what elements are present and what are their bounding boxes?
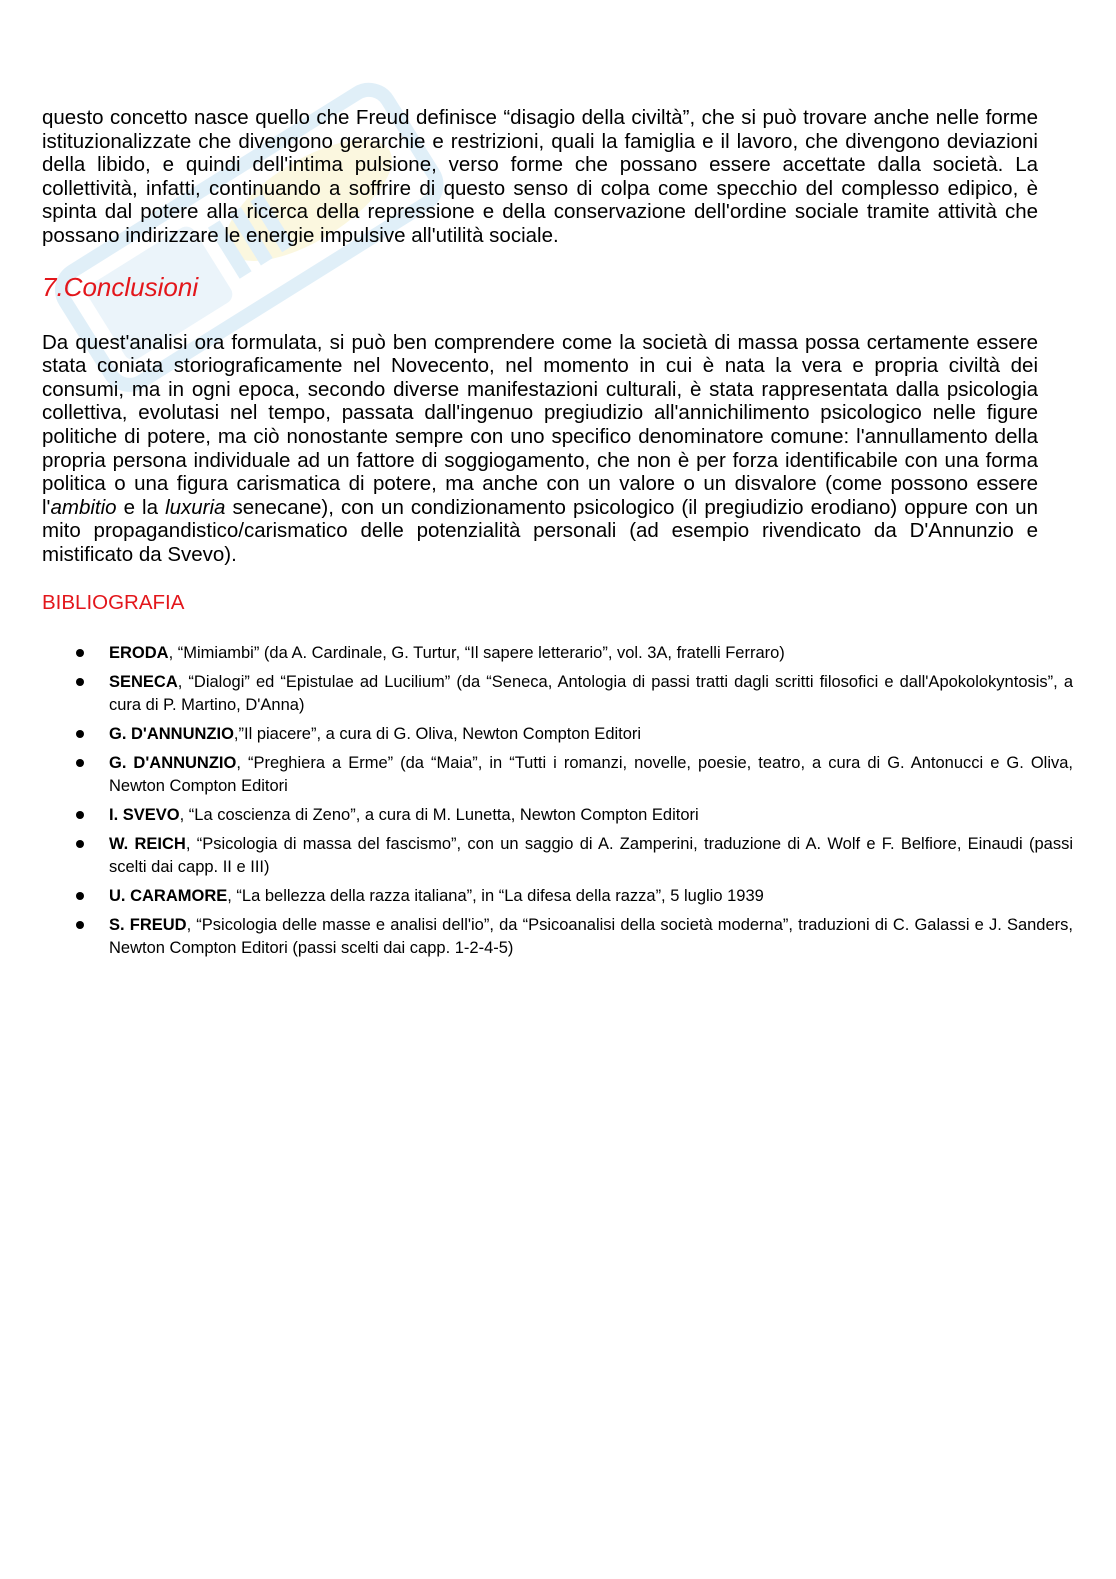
bibliography-heading: BIBLIOGRAFIA [42, 590, 185, 614]
bibliography-author: I. SVEVO [109, 806, 180, 825]
bibliography-item [109, 804, 1073, 827]
bibliography-item [109, 671, 1073, 717]
bullet-icon [76, 678, 84, 686]
bullet-icon [76, 730, 84, 738]
bibliography-item [109, 752, 1073, 798]
conclusion-italic-ambitio: ambitio [50, 495, 117, 519]
bibliography-item [109, 914, 1073, 960]
bullet-icon [76, 840, 84, 848]
bibliography-details: , “Dialogi” ed “Epistulae ad Lucilium” (da “Seneca, Antologia di passi tratti dagli scritti filosofici e dall'Apokolokyntosis”, a cura di P. Martino, D'Anna) [109, 673, 1073, 715]
conclusion-text-part-1: Da quest'analisi ora formulata, si può ben comprendere come la società di massa possa certamente essere stata coniata storiograficamente nel Novecento, nel momento in cui è nata la vera e propria civiltà dei consumi, ma in ogni epoca, secondo diverse manifestazioni culturali, è stata rappresentata dalla psicologia collettiva, evolutasi nel tempo, passata dall'ingenuo pregiudizio all'annichilimento psicologico nelle figure politiche di potere, ma ciò nonostante sempre con uno specifico denominatore comune: l'annullamento della propria persona individuale ad un fattore di soggiogamento, che non è per forza identificabile con una forma politica o una figura carismatica di potere, ma anche con un valore o un disvalore (come possono essere l' [42, 330, 1038, 519]
bibliography-details: , “La bellezza della razza italiana”, in “La difesa della razza”, 5 luglio 1939 [227, 887, 764, 906]
bibliography-author: S. FREUD [109, 916, 187, 935]
bullet-icon [76, 892, 84, 900]
bibliography-author: G. D'ANNUNZIO [109, 754, 237, 773]
bibliography-item [109, 723, 1073, 746]
bibliography-details: , “Mimiambi” (da A. Cardinale, G. Turtur, “Il sapere letterario”, vol. 3A, fratelli Ferraro) [168, 644, 785, 663]
bibliography-author: W. REICH [109, 835, 186, 854]
conclusion-italic-luxuria: luxuria [165, 495, 226, 519]
bibliography-details: , “Psicologia di massa del fascismo”, con un saggio di A. Zamperini, traduzione di A. Wolf e F. Belfiore, Einaudi (passi scelti dai capp. II e III) [109, 835, 1073, 877]
bullet-icon [76, 759, 84, 767]
bibliography-details: , “Psicologia delle masse e analisi dell'io”, da “Psicoanalisi della società moderna”, traduzioni di C. Galassi e J. Sanders, Newton Compton Editori (passi scelti dai capp. 1-2-4-5) [109, 916, 1073, 958]
conclusion-heading: 7.Conclusioni [42, 271, 199, 302]
bibliography-details: , “Preghiera a Erme” (da “Maia”, in “Tutti i romanzi, novelle, poesie, teatro, a cura di G. Antonucci e G. Oliva, Newton Compton Editori [109, 754, 1074, 796]
bibliography-author: G. D'ANNUNZIO [109, 725, 234, 744]
bibliography-item [109, 642, 1073, 665]
bibliography-author: ERODA [109, 644, 169, 663]
bullet-icon [76, 921, 84, 929]
bibliography-list [109, 642, 1073, 960]
intro-paragraph: questo concetto nasce quello che Freud definisce “disagio della civiltà”, che si può trovare anche nelle forme istituzionalizzate che divengono gerarchie e restrizioni, quali la famiglia e il lavoro, che divengono deviazioni della libido, e quindi dell'intima pulsione, verso forme che possano essere accettate dalla società. La collettività, infatti, continuando a soffrire di questo senso di colpa come specchio del complesso edipico, è spinta dal potere alla ricerca della repressione e della conservazione dell'ordine sociale tramite attività che possano indirizzare le energie impulsive all'utilità sociale. [42, 106, 1038, 247]
bullet-icon [76, 649, 84, 657]
bibliography-details: , “La coscienza di Zeno”, a cura di M. Lunetta, Newton Compton Editori [179, 806, 699, 825]
conclusion-text-part-3: senecane), con un condizionamento psicologico (il pregiudizio erodiano) oppure con un mito propagandistico/carismatico delle potenzialità personali (ad esempio rivendicato da D'Annunzio e mistificato da Svevo). [42, 495, 1038, 566]
document-page [42, 106, 1074, 966]
conclusion-paragraph [42, 331, 1038, 567]
bibliography-item [109, 885, 1073, 908]
bibliography-author: U. CARAMORE [109, 887, 228, 906]
conclusion-text-part-2: e la [116, 495, 166, 519]
bibliography-author: SENECA [109, 673, 178, 692]
bullet-icon [76, 811, 84, 819]
bibliography-details: ,”Il piacere”, a cura di G. Oliva, Newton Compton Editori [233, 725, 642, 744]
bibliography-item [109, 833, 1073, 879]
